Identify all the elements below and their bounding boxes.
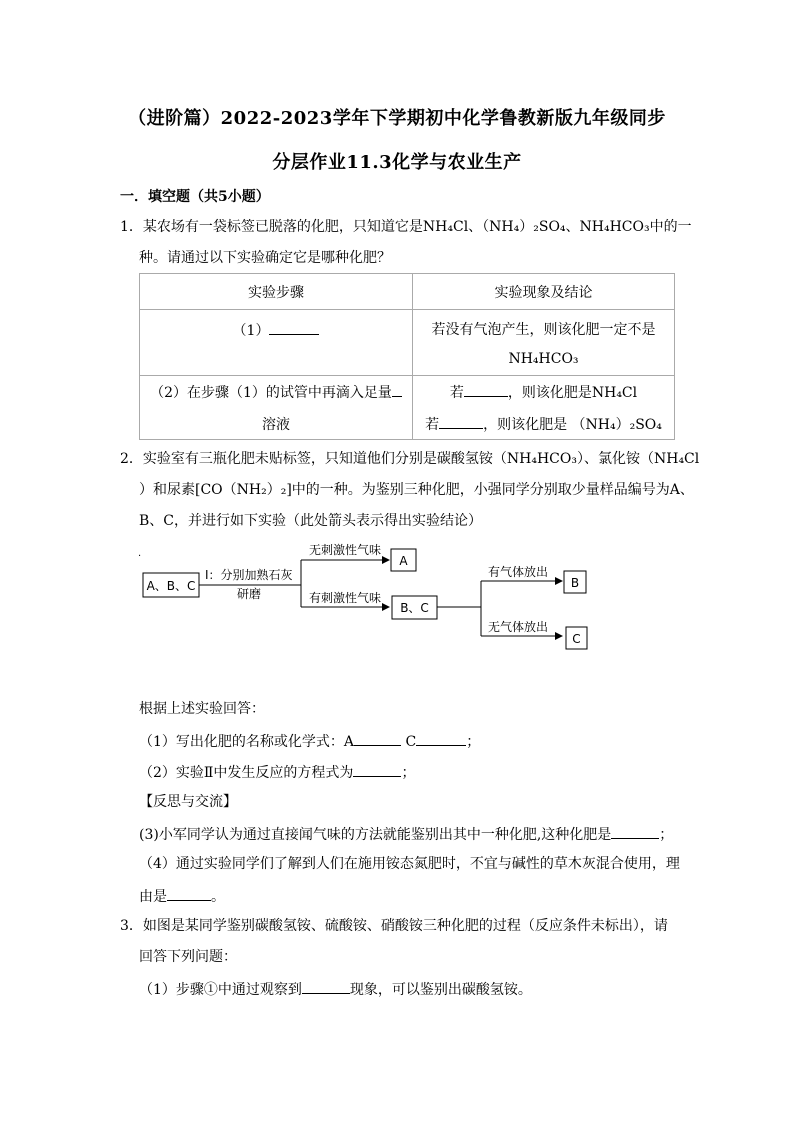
answer-blank[interactable] [611,824,659,839]
q2-sub1 [139,731,480,751]
q2-sub4-prefix: 由是 [139,889,167,905]
q2-flow-diagram [0,540,794,660]
q1-text-line2: 种。请通过以下实验确定它是哪种化肥？ [139,250,391,266]
q2-sub1-mid: C [405,734,417,750]
step2-line2: 溶液 [262,416,290,433]
answer-blank[interactable] [269,320,319,335]
q3-text-line2: 回答下列问题： [139,949,237,965]
step1-bottom-label: 研磨 [237,587,262,601]
answer-blank[interactable] [302,979,350,994]
q2-text-line2: ）和尿素[CO（NH₂）₂]中的一种。为鉴别三种化肥，小强同学分别取少量样品编号为A、 [139,482,694,498]
result2-line1 [450,382,637,402]
document-title-line1: （进阶篇）2022-2023学年下学期初中化学鲁教新版九年级同步 [128,108,666,129]
step2-text: （2）在步骤（1）的试管中再滴入足量 [150,384,392,401]
result-a-label: A [399,554,408,568]
answer-blank[interactable] [439,414,483,429]
q3-sub1-mid: 中通过观察到 [217,982,302,998]
q1-experiment-table [139,273,675,440]
q2-sub3-end: ； [659,827,674,843]
q1-text-line1: 1．某农场有一袋标签已脱落的化肥，只知道它是NH₄Cl、（NH₄）₂SO₄、NH₄HCO₃中的一 [120,219,692,235]
branch4-label: 无气体放出 [488,620,549,634]
q3-text-line1: 3．如图是某同学鉴别碳酸氢铵、硫酸铵、硝酸铵三种化肥的过程（反应条件未标出），请 [120,918,668,934]
table-header-row [140,274,675,310]
answer-blank[interactable] [392,382,402,397]
start-label: A、B、C [146,579,196,593]
result-c-label: C [572,632,581,646]
result2-line2 [425,414,662,434]
q2-sub4-end: 。 [211,889,225,905]
q2-text-line1: 2．实验室有三瓶化肥未贴标签，只知道他们分别是碳酸氢铵（NH₄HCO₃）、氯化铵（NH₄Cl [120,451,700,467]
document-title-line2: 分层作业11.3化学与农业生产 [272,152,522,173]
result-prefix: 若 [449,384,464,401]
q2-sub2-end: ； [401,765,416,781]
answer-blank[interactable] [416,731,466,746]
table-cell-result [413,310,675,376]
q2-sub4-line1: （4）通过实验同学们了解到人们在施用铵态氮肥时，不宜与碱性的草木灰混合使用，理 [139,856,680,872]
table-cell-result [413,376,675,440]
table-row [140,376,675,440]
q3-sub1-prefix: （1）步骤 [139,982,204,998]
answer-blank[interactable] [354,731,401,746]
q2-reflect-heading: 【反思与交流】 [139,794,237,810]
answer-blank[interactable] [464,382,508,397]
result-b-label: B [570,576,580,590]
step1-top-label: I：分别加熟石灰 [205,568,293,582]
q3-sub1-end: 现象，可以鉴别出碳酸氢铵。 [349,982,532,998]
q2-sub3 [139,824,673,844]
step1-label: （1） [232,323,270,339]
q2-sub1-prefix: （1）写出化肥的名称或化学式：A [139,734,355,750]
q2-sub4-line2 [139,886,225,906]
result-bc-label: B、C [400,601,429,615]
q3-sub1 [139,979,532,999]
branch1-label: 无刺激性气味 [309,543,382,557]
q2-answer-intro: 根据上述实验回答： [139,701,265,717]
table-header-result: 实验现象及结论 [413,274,675,310]
diagram-dot: . [138,548,142,559]
table-header-step: 实验步骤 [140,274,413,310]
table-row [140,310,675,376]
answer-blank[interactable] [167,886,211,901]
q2-sub1-end: ； [466,734,481,750]
section-heading: 一．填空题（共5小题） [120,189,270,205]
q2-sub2-prefix: （2）实验Ⅱ中发生反应的方程式为 [139,765,354,781]
result-prefix: 若 [425,416,440,433]
q2-sub3-prefix: (3)小军同学认为通过直接闻气味的方法就能鉴别出其中一种化肥,这种化肥是 [139,827,612,843]
table-cell-step [140,310,413,376]
branch3-label: 有气体放出 [488,565,549,579]
result-suffix: ，则该化肥是NH₄Cl [507,384,638,401]
q2-text-line3: B、C，并进行如下实验（此处箭头表示得出实验结论） [139,513,482,529]
table-cell-step [140,376,413,440]
answer-blank[interactable] [353,762,401,777]
branch2-label: 有刺激性气味 [309,591,382,605]
step2-line1 [150,382,402,402]
q2-sub2 [139,762,415,782]
circled-one: ① [203,982,218,998]
result-suffix: ，则该化肥是 （NH₄）₂SO₄ [483,416,662,433]
result1-line1: 若没有气泡产生，则该化肥一定不是 [431,321,656,338]
result1-line2: NH₄HCO₃ [508,350,579,367]
